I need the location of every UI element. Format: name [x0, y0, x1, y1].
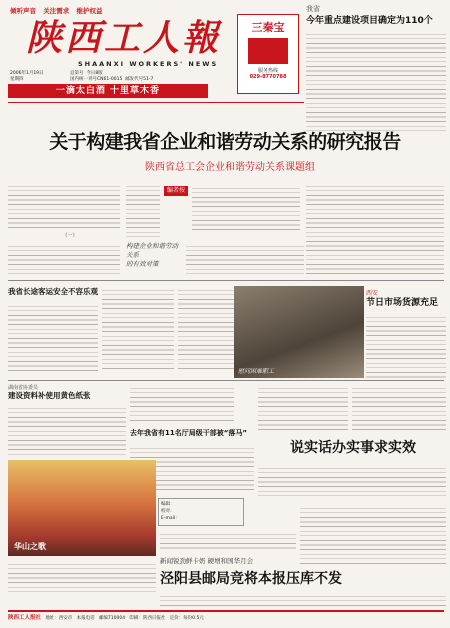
- editor-note-tag: 编者按: [164, 186, 188, 196]
- editor-line: 校对：: [161, 509, 175, 514]
- story-body: [306, 30, 446, 135]
- col-center-body: [130, 384, 234, 424]
- section-rule: [8, 280, 444, 281]
- finance-tag: 湖南省协委员: [8, 385, 39, 391]
- holiday-tag: 西安: [366, 290, 379, 297]
- real-deeds-body-left: [258, 384, 348, 434]
- main-subhead: 陕西省总工会企业和谐劳动关系课题组: [145, 162, 315, 173]
- row2-rule: [8, 380, 444, 381]
- footer-item: 地址：西安市: [45, 616, 73, 621]
- footer-item: 印刷：陕西日报社: [129, 616, 166, 621]
- pullquote: [126, 242, 182, 272]
- section-mark: （一）: [62, 233, 78, 239]
- slogan: 倾听声音: [10, 7, 36, 15]
- slogan: 关注需求: [43, 7, 70, 15]
- footer-item: 陕西工人报社: [8, 615, 42, 621]
- info-line: 总第号: [70, 71, 84, 76]
- masthead-rule: [8, 102, 304, 103]
- col-2-body: [102, 286, 174, 372]
- ad-image: [248, 38, 288, 64]
- masthead-slogans: [10, 6, 103, 15]
- ad-line: 029-8770788: [249, 74, 287, 80]
- postal-body-bottom: [160, 592, 446, 606]
- editor-box: [158, 498, 244, 526]
- main-body-left-2: [8, 242, 120, 276]
- masthead-title: 陕西工人報: [26, 17, 222, 59]
- real-deeds-body-right: [352, 384, 446, 434]
- masthead-info: [70, 71, 230, 83]
- info-line: 国内统一刊号CN61-0015: [70, 77, 123, 82]
- safety-body: [8, 302, 98, 372]
- info-line: 今日8版: [86, 71, 103, 76]
- footer-item: 本报电话: [76, 616, 95, 621]
- stage-caption: 华山之歌: [14, 541, 46, 551]
- info-line: 邮发代号51-7: [125, 77, 154, 82]
- stage-caption-text: [8, 560, 156, 594]
- employment-headline: 去年我省有11名厅局级干部被“落马”: [130, 429, 247, 437]
- main-body-left: [8, 182, 120, 230]
- pullquote-line: 的有效对策: [126, 260, 159, 268]
- postal-headline: 泾阳县邮局竞将本报压库不发: [160, 571, 342, 587]
- editor-line: 编辑：: [161, 502, 175, 507]
- weekday: 星期四: [10, 77, 24, 82]
- real-deeds-headline: 说实话办实事求实效: [290, 440, 416, 456]
- holiday-headline: 节日市场货源充足: [366, 298, 439, 308]
- editor-line: E-mail：: [161, 516, 180, 521]
- date: 2006年1月19日: [10, 71, 44, 76]
- main-body-far-right: [306, 182, 444, 278]
- main-headline: 关于构建我省企业和谐劳动关系的研究报告: [49, 131, 401, 153]
- masthead-banner: 一滴太白酒 十里草木香: [8, 84, 208, 98]
- masthead-date: [10, 71, 70, 83]
- crowd-caption: 慰问困难职工: [238, 368, 275, 375]
- footer-bar: [8, 610, 444, 624]
- ad-box: [237, 14, 299, 94]
- main-body-right: [186, 242, 304, 276]
- story-tag: 我省: [306, 5, 320, 13]
- slogan: 维护权益: [76, 7, 103, 15]
- col-3-body: [178, 286, 234, 372]
- finance-headline: 建设资料补使用黄色纸张: [8, 391, 91, 400]
- footer-item: 定价：每份0.5元: [169, 616, 204, 621]
- main-body-mid: [126, 182, 160, 238]
- postal-body-top: [160, 530, 296, 552]
- ad-title: 三秦宝: [251, 21, 285, 34]
- real-deeds-body-bottom: [258, 464, 446, 500]
- safety-headline: 我省长途客运安全不容乐观: [8, 287, 98, 296]
- finance-story: [8, 384, 126, 456]
- postal-body-right: [300, 504, 446, 564]
- masthead-english: SHAANXI WORKERS' NEWS: [78, 60, 219, 68]
- story-headline: 今年重点建设项目确定为110个: [306, 16, 433, 26]
- pullquote-line: 构建企业和谐劳动关系: [126, 242, 178, 259]
- top-right-story: [306, 4, 446, 144]
- ad-line: 服务热线: [257, 68, 278, 74]
- holiday-market: [366, 288, 446, 378]
- stage-photo: [8, 460, 156, 556]
- postal-kicker: 新闻锐劲鲜卡奶 硬增和国华月会: [160, 557, 254, 565]
- crowd-photo: [234, 286, 364, 378]
- footer-item: 邮编710004: [98, 616, 126, 621]
- editor-note: [192, 184, 300, 234]
